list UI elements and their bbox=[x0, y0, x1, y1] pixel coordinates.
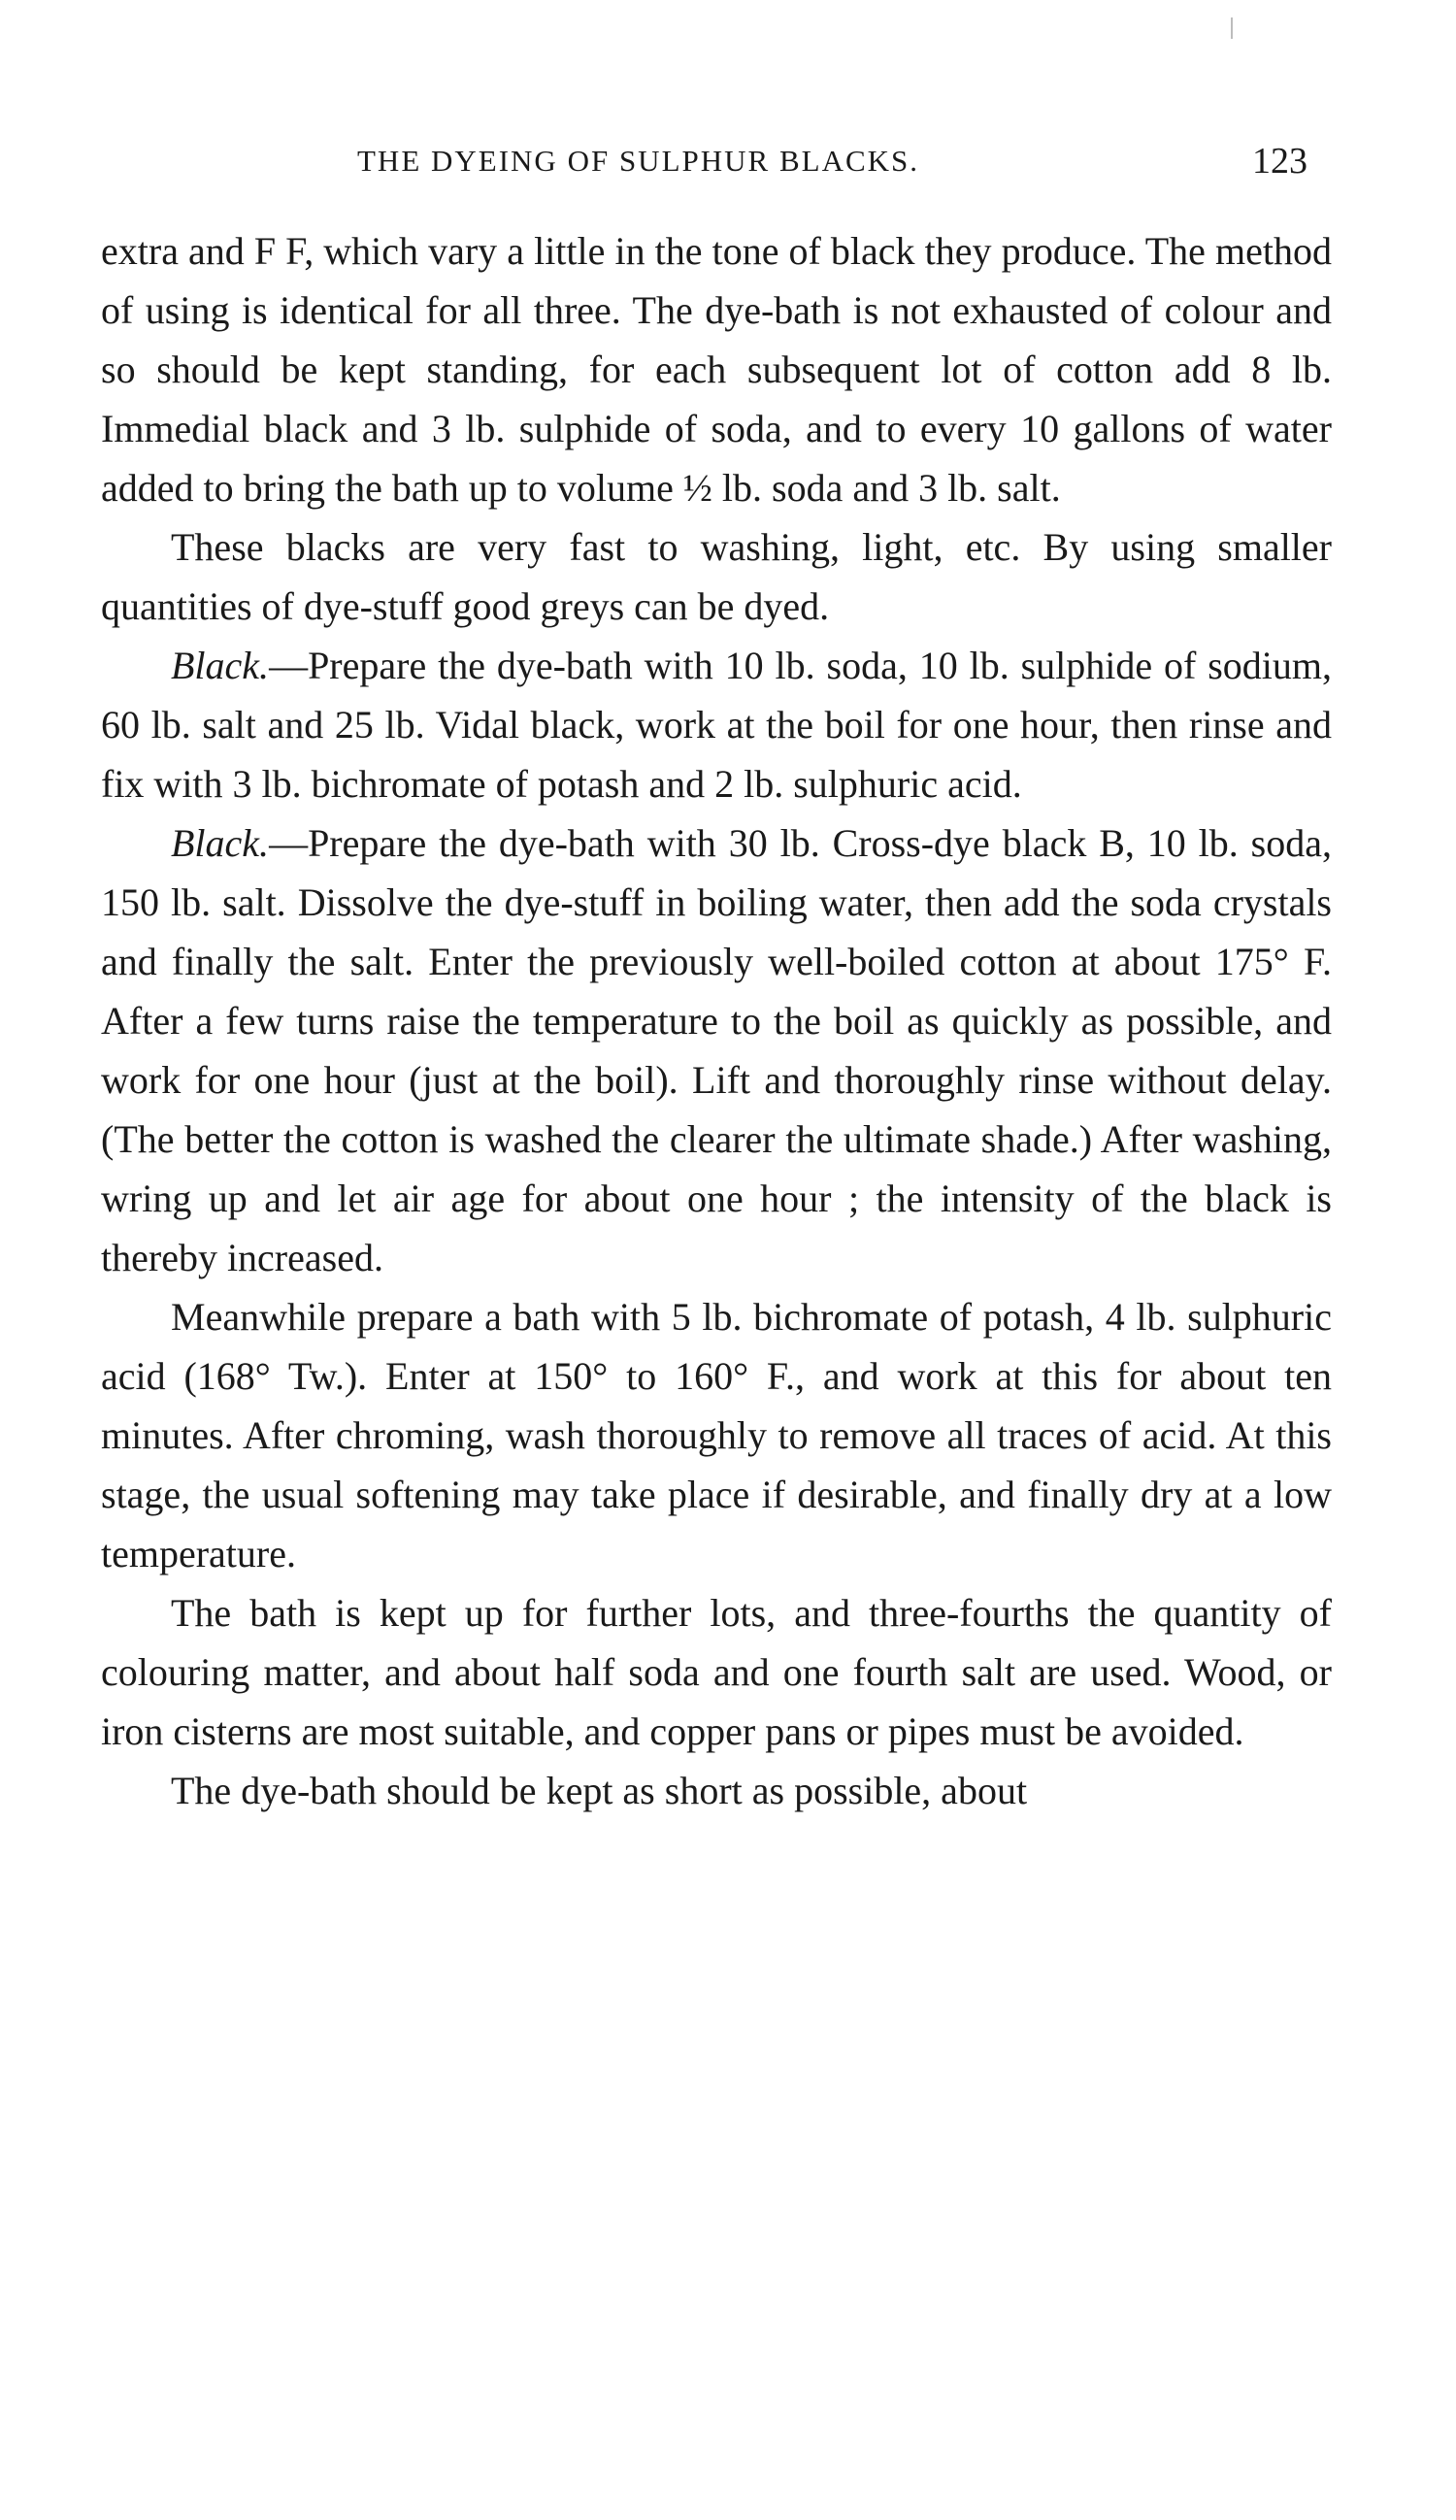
paragraph-text: Meanwhile prepare a bath with 5 lb. bichromate of potash, 4 lb. sulphuric acid (168° Tw.). Enter at 150° to 160° F., and work at this for about ten minutes. After chroming, wash thoroughly to remove all traces of acid. At this stage, the usual softening may take place if desirable, and finally dry at a low temperature. bbox=[101, 1295, 1332, 1575]
paragraph-cross-dye-black-recipe bbox=[101, 813, 1332, 1287]
page-number: 123 bbox=[1252, 141, 1307, 182]
paragraph-text: These blacks are very fast to washing, light, etc. By using smaller quantities of dye-stuff good greys can be dyed. bbox=[101, 525, 1332, 628]
paragraph-text: —Prepare the dye-bath with 30 lb. Cross-dye black B, 10 lb. soda, 150 lb. salt. Dissolve the dye-stuff in boiling water, then add the soda crystals and finally the salt. Enter the previously well-boiled cotton at about 175° F. After a few turns raise the temperature to the boil as quickly as possible, and work for one hour (just at the boil). Lift and thoroughly rinse without delay. (The better the cotton is washed the clearer the ultimate shade.) After washing, wring up and let air age for about one hour ; the intensity of the black is thereby increased. bbox=[101, 821, 1332, 1279]
scan-edge-mark bbox=[1231, 17, 1233, 39]
paragraph-text: The dye-bath should be kept as short as possible, about bbox=[171, 1769, 1028, 1812]
paragraph-short-bath bbox=[101, 1761, 1332, 1820]
paragraph-text: extra and F F, which vary a little in the tone of black they produce. The method of using is identical for all three. The dye-bath is not exhausted of colour and so should be kept standing, for each subsequent lot of cotton add 8 lb. Immedial black and 3 lb. sulphide of soda, and to every 10 gallons of water added to bring the bath up to volume ½ lb. soda and 3 lb. salt. bbox=[101, 229, 1332, 510]
recipe-lead: Black. bbox=[171, 644, 270, 687]
running-head bbox=[0, 141, 1456, 192]
paragraph-chroming-bath bbox=[101, 1287, 1332, 1583]
paragraph-text: The bath is kept up for further lots, and three-fourths the quantity of colouring matter, and about half soda and one fourth salt are used. Wood, or iron cisterns are most suitable, and copper pans or pipes must be avoided. bbox=[101, 1591, 1332, 1753]
running-title: THE DYEING OF SULPHUR BLACKS. bbox=[357, 144, 920, 178]
paragraph-continuation bbox=[101, 221, 1332, 517]
paragraph-further-lots bbox=[101, 1583, 1332, 1761]
paragraph-blacks-fastness bbox=[101, 517, 1332, 636]
recipe-lead: Black. bbox=[171, 821, 270, 865]
paragraph-vidal-black-recipe bbox=[101, 636, 1332, 813]
body-text bbox=[101, 221, 1332, 1820]
paragraph-text: —Prepare the dye-bath with 10 lb. soda, 10 lb. sulphide of sodium, 60 lb. salt and 25 lb. Vidal black, work at the boil for one hour, then rinse and fix with 3 lb. bichromate of potash and 2 lb. sulphuric acid. bbox=[101, 644, 1332, 806]
